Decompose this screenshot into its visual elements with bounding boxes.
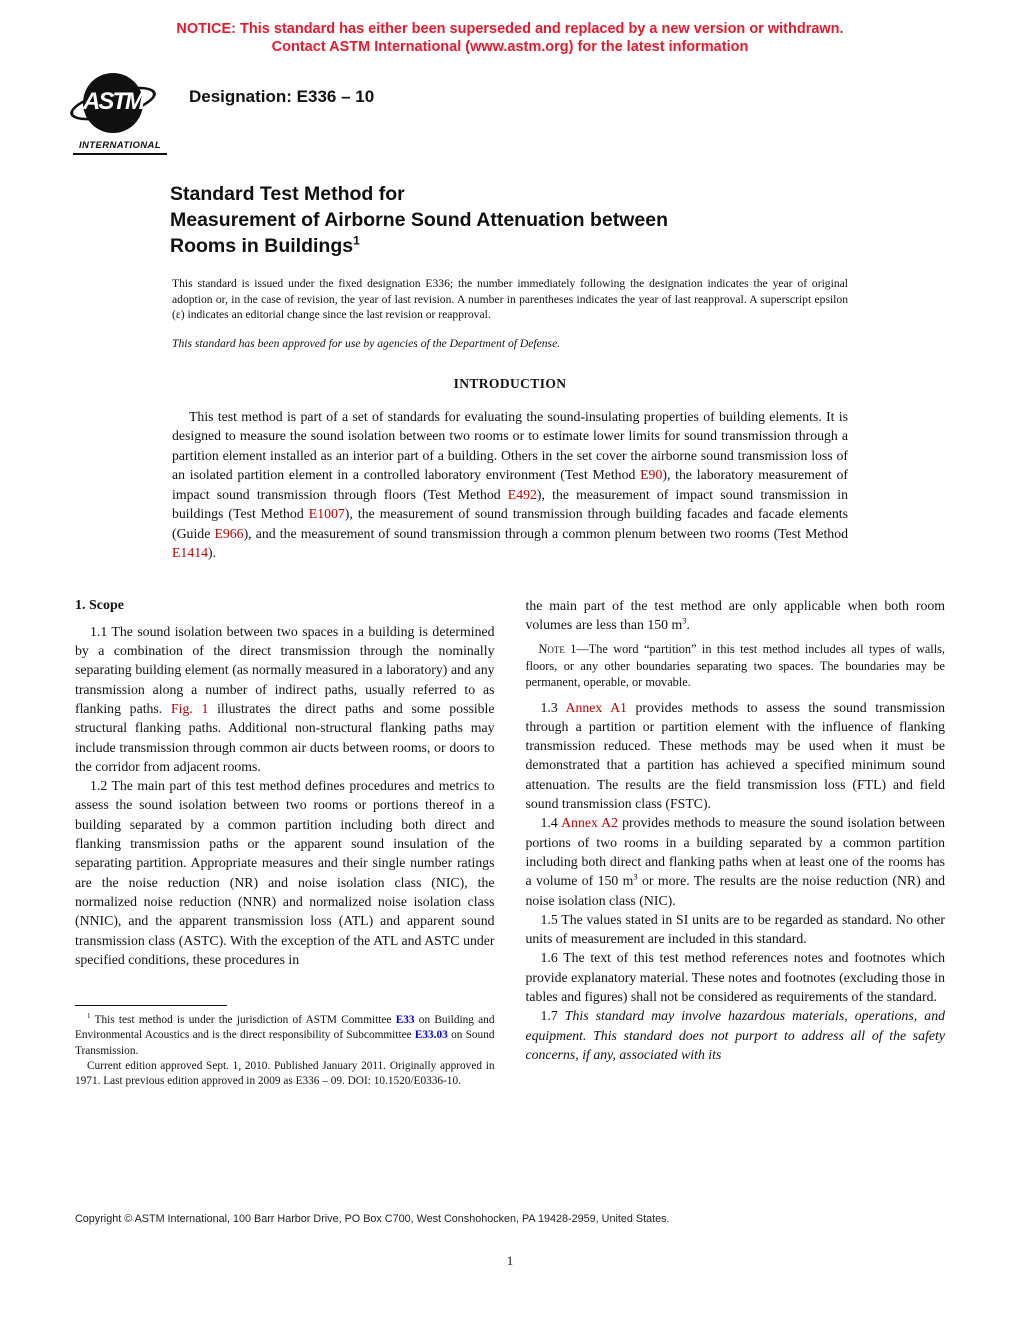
link-e33[interactable]: E33 [395,1014,415,1027]
text-segment: 1.3 [540,699,566,715]
note-1 [526,641,946,691]
two-column-body [75,596,945,1090]
text-segment: 1.1 The sound isolation between two spaces in a building is determined by a combination of the direct transmission through the nominally separating building element (as normally measured in a laboratory) and any transmission along a number of indirect paths, usually referred to as flanking paths. [75,623,495,716]
section-1-heading: 1. Scope [75,597,124,613]
text-segment: the main part of the test method are only applicable when both room volumes are less than 150 m [525,597,945,632]
text-segment: 1.6 The text of this test method references notes and footnotes which provide explanatory material. These notes and footnotes (excluding those in tables and figures) shall not be considered as requirements of the standard. [525,950,945,1005]
title-footnote-ref[interactable]: 1 [353,233,360,248]
notice-line-2: Contact ASTM International (www.astm.org) for the latest information [271,39,749,55]
para-1-2-continued [526,596,946,635]
text-segment: 1.5 The values stated in SI units are to be regarded as standard. No other units of measurement are included in this standard. [525,911,945,947]
right-column [526,596,946,1090]
page-number: 1 [506,1254,514,1268]
text-segment: ). [208,545,217,560]
link-e33-03[interactable]: E33.03 [414,1029,448,1042]
text-segment: on Sound Transmission. [75,1029,495,1057]
introduction-heading: INTRODUCTION [453,375,567,391]
para-1-4 [526,813,946,909]
footnote-rule [75,1005,227,1006]
text-segment: 1 [87,1012,91,1021]
issuance-paragraph: This standard is issued under the fixed designation E336; the number immediately following the designation indicates the year of original adoption or, in the case of revision, the year of last revision. A number in parentheses indicates the year of last reapproval. A superscript epsilon (ε) indicates an editorial change since the last revision or reapproval. [172,277,848,321]
link-e1007[interactable]: E1007 [308,506,345,521]
notice-line-1: NOTICE: This standard has either been superseded and replaced by a new version or withdrawn. [176,21,844,37]
designation-label: Designation: E336 – 10 [189,87,375,106]
text-segment: 1.7 [540,1008,565,1024]
text-segment: provides methods to measure the sound isolation between portions of two rooms in a building separated by a common partition including both direct and flanking paths when at least one of the rooms has a volume of 150 m [525,815,945,889]
para-1-3 [526,698,946,814]
text-segment: 1.2 The main part of this test method defines procedures and metrics to assess the sound isolation between two rooms or portions thereof in a building separated by a common partition including both direct and flanking transmission paths or the apparent sound insulation of the separating partition. Appropriate measures and their single number ratings are the noise reduction (NR) and noise isolation class (NIC), the normalized noise reduction (NNR) and normalized noise isolation class (NNIC), and the apparent transmission loss (ATL) and apparent sound transmission class (ASTC). With the exception of the ATL and ASTC under specified conditions, these procedures in [75,778,495,967]
footnote-block [75,1005,495,1089]
text-segment: ), the measurement of impact sound transmission in buildings (Test Method [172,486,848,521]
link-annex-a1[interactable]: Annex A1 [565,699,627,715]
text-segment: This standard may involve hazardous materials, operations, and equipment. This standard does not purport to address all of the safety concerns, if any, associated with its [525,1008,945,1062]
supersession-notice [0,0,1020,56]
text-segment: ), and the measurement of sound transmission through a common plenum between two rooms (Test Method [243,525,848,541]
title-line-1: Standard Test Method for [170,183,405,205]
para-1-7 [526,1006,946,1064]
para-1-6 [526,948,946,1006]
text-segment: provides methods to assess the sound transmission through a partition or partition element with the influence of flanking transmission reduced. These methods may be used when it must be demonstrated that a partition has achieved a specified minimum sound attenuation. The results are the field transmission loss (FTL) and field sound transmission class (FSTC). [525,699,945,812]
text-segment: or more. The results are the noise reduction (NR) and noise isolation class (NIC). [525,873,946,908]
astm-logo-subtext: INTERNATIONAL [73,140,167,155]
text-segment: 3 [682,615,687,626]
footnote-jurisdiction [75,1013,495,1059]
copyright-line: Copyright © ASTM International, 100 Barr Harbor Drive, PO Box C700, West Conshohocken, PA 19428-2959, United States. [75,1213,670,1225]
introduction-paragraph [172,407,848,563]
text-segment: ), the laboratory measurement of impact sound transmission through floors (Test Method [172,467,848,502]
text-segment: ), the measurement of sound transmission through building facades and facade elements (Guide [172,506,848,541]
link-e966[interactable]: E966 [214,525,244,541]
text-segment: Note [538,642,565,657]
text-segment: on Building and Environmental Acoustics and is the direct responsibility of Subcommittee [75,1014,495,1042]
astm-globe-icon [83,73,143,133]
text-segment: 1.4 [540,815,562,831]
link-fig-1[interactable]: Fig. 1 [170,700,209,716]
para-1-1 [75,622,495,776]
para-1-5 [526,910,946,949]
text-segment: Current edition approved Sept. 1, 2010. Published January 2011. Originally approved in 1971. Last previous edition approved in 2009 as E336 – 09. DOI: 10.1520/E0336-10. [75,1059,495,1087]
link-annex-a2[interactable]: Annex A2 [561,815,619,831]
astm-logo-text: ASTM [83,88,143,115]
link-e90[interactable]: E90 [640,467,663,482]
text-segment: illustrates the direct paths and some possible structural flanking paths. Additional non-structural flanking paths may include transmission through common air ducts between rooms, or doors to the corridor from adjacent rooms. [75,700,495,774]
text-segment: This test method is under the jurisdiction of ASTM Committee [90,1014,396,1027]
link-e492[interactable]: E492 [507,486,537,502]
para-1-2 [75,776,495,969]
text-segment: 1—The word “partition” in this test method includes all types of walls, floors, or any other boundaries separating two spaces. The boundaries may be permanent, operable, or movable. [525,642,945,690]
footnote-edition [75,1059,495,1089]
left-column [75,596,495,1090]
title-line-3-text: Rooms in Buildings [170,235,354,257]
link-e1414[interactable]: E1414 [172,545,209,560]
document-title [170,181,850,259]
title-line-3 [170,233,850,259]
dod-approval-note: This standard has been approved for use by agencies of the Department of Defense. [172,336,561,350]
text-segment: This test method is part of a set of standards for evaluating the sound-insulating properties of building elements. It is designed to measure the sound isolation between two rooms or to estimate lower limits for sound transmission through a partition element installed as an interior part of a building. Others in the set cover the airborne sound transmission loss of an isolated partition element in a controlled laboratory environment (Test Method [172,408,848,482]
text-segment: 3 [633,871,638,882]
text-segment: . [686,616,690,632]
title-line-2: Measurement of Airborne Sound Attenuation between [170,209,669,231]
astm-logo [73,73,173,155]
document-header [73,73,1020,155]
